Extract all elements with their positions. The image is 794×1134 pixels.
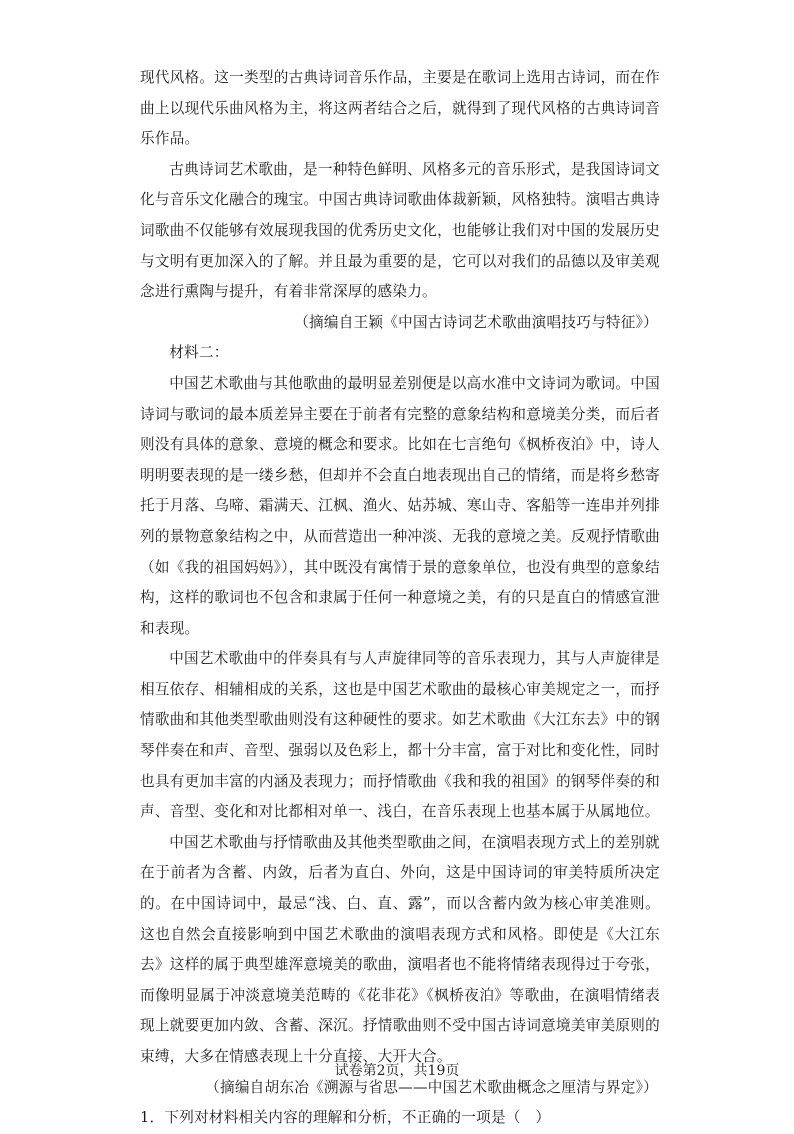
- paragraph-performance-style: 中国艺术歌曲与抒情歌曲及其他类型歌曲之间，在演唱表现方式上的差别就在于前者为含蓄、内敛，后者为直白、外向，这是中国诗词的审美特质所决定的。在中国诗词中，最忌“浅、白、直、露”，而以含蓄内敛为核心审美准则。这也自然会直接影响到中国艺术歌曲的演唱表现方式和风格。即使是《大江东去》这样的属于典型雄浑意境美的歌曲，演唱者也不能将情绪表现得过于夸张，而像明显属于冲淡意境美范畴的《花非花》《枫桥夜泊》等歌曲，在演唱情绪表现上就要更加内敛、含蓄、深沉。抒情歌曲则不受中国古诗词意境美审美原则的束缚，大多在情感表现上十分直接、大开大合。: [140, 833, 660, 1065]
- source-citation-2: （摘编自胡东冶《溯源与省思——中国艺术歌曲概念之厘清与界定》）: [205, 1078, 658, 1096]
- paragraph-accompaniment: 中国艺术歌曲中的伴奏具有与人声旋律同等的音乐表现力，其与人声旋律是相互依存、相辅相成的关系，这也是中国艺术歌曲的最核心审美规定之一，而抒情歌曲和其他类型歌曲则没有这种硬性的要求。如艺术歌曲《大江东去》中的钢琴伴奏在和声、音型、强弱以及色彩上，都十分丰富，富于对比和变化性，同时也具有更加丰富的内涵及表现力；而抒情歌曲《我和我的祖国》的钢琴伴奏的和声、音型、变化和对比都相对单一、浅白，在音乐表现上也基本属于从属地位。: [140, 650, 660, 821]
- paragraph-classical-art-song: 古典诗词艺术歌曲，是一种特色鲜明、风格多元的音乐形式，是我国诗词文化与音乐文化融合的瑰宝。中国古典诗词歌曲体裁新颖，风格独特。演唱古典诗词歌曲不仅能够有效展现我国的优秀历史文化，也能够让我们对中国的发展历史与文明有更加深入的了解。并且最为重要的是，它可以对我们的品德以及审美观念进行熏陶与提升，有着非常深厚的感染力。: [140, 160, 660, 301]
- page-footer: 试卷第2页，共19页: [334, 1063, 460, 1079]
- question-1: 1．下列对材料相关内容的理解和分析，不正确的一项是（ ）: [140, 1109, 551, 1127]
- material-2-heading: 材料二：: [169, 344, 229, 362]
- paragraph-continuation: 现代风格。这一类型的古典诗词音乐作品，主要是在歌词上选用古诗词，而在作曲上以现代乐曲风格为主，将这两者结合之后，就得到了现代风格的古典诗词音乐作品。: [140, 69, 660, 148]
- paragraph-lyrics-difference: 中国艺术歌曲与其他歌曲的最明显差别便是以高水准中文诗词为歌词。中国诗词与歌词的最本质差异主要在于前者有完整的意象结构和意境美分类，而后者则没有具体的意象、意境的概念和要求。比如在七言绝句《枫桥夜泊》中，诗人明明要表现的是一缕乡愁，但却并不会直白地表现出自己的情绪，而是将乡愁寄托于月落、乌啼、霜满天、江枫、渔火、姑苏城、寒山寺、客船等一连串并列排列的景物意象结构之中，从而营造出一种冲淡、无我的意境之美。反观抒情歌曲（如《我的祖国妈妈》），其中既没有寓情于景的意象单位，也没有典型的意象结构，这样的歌词也不包含和隶属于任何一种意境之美，有的只是直白的情感宣泄和表现。: [140, 374, 660, 637]
- page-content: [140, 63, 660, 1134]
- source-citation-1: （摘编自王颖《中国古诗词艺术歌曲演唱技巧与特征》）: [294, 313, 658, 331]
